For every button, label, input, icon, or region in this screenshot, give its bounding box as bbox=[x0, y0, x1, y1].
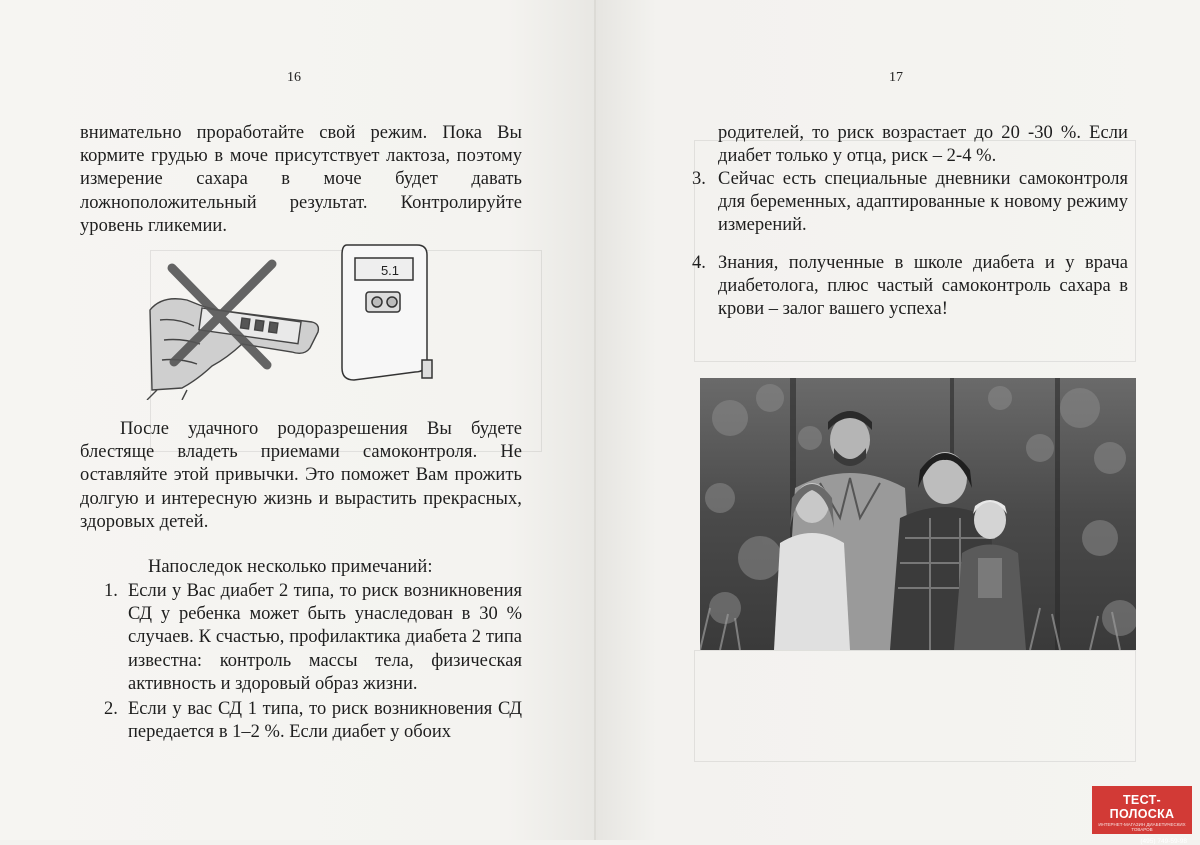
note-text: Если у вас СД 1 типа, то риск возникновения СД передается в 1–2 %. Если диабет у обоих bbox=[128, 699, 522, 743]
note-item bbox=[76, 698, 522, 744]
brand-tagline: ИНТЕРНЕТ-МАГАЗИН ДИАБЕТИЧЕСКИХ ТОВАРОВ bbox=[1098, 822, 1186, 832]
bleed-through-shadow bbox=[694, 650, 1136, 762]
brand-name: ТЕСТ-ПОЛОСКА bbox=[1109, 793, 1175, 821]
left-page bbox=[0, 0, 596, 840]
right-continuation: родителей, то риск возрастает до 20 -30 %. Если диабет только у отца, риск – 2-4 %. bbox=[718, 123, 1128, 167]
note-number: 1. bbox=[104, 581, 118, 601]
notes-list-left bbox=[76, 580, 522, 746]
note-text: Если у Вас диабет 2 типа, то риск возникновения СД у ребенка может быть унаследован в 30 % случаев. К счастью, профилактика диабета 2 типа известна: контроль массы тела, физическая активность и здоровый образ жизни. bbox=[128, 581, 522, 694]
family-photo bbox=[700, 378, 1136, 650]
note-item bbox=[76, 580, 522, 696]
note-item bbox=[692, 168, 1128, 238]
note-text: Сейчас есть специальные дневники самоконтроля для беременных, адаптированные к новому режиму измерений. bbox=[718, 169, 1128, 236]
brand-phone: (495) 749-59-98 bbox=[1140, 838, 1187, 845]
left-paragraph-2: После удачного родоразрешения Вы будете блестяще владеть приемами самоконтроля. Не оставляйте этой привычки. Это поможет Вам прожить долгую и интересную жизнь и вырастить прекрасных, здоровых детей. bbox=[80, 419, 522, 532]
notes-heading: Напоследок несколько примечаний: bbox=[148, 557, 433, 577]
note-text: Знания, полученные в школе диабета и у врача диабетолога, плюс частый самоконтроль сахара в крови – залог вашего успеха! bbox=[718, 252, 1128, 320]
shop-brand-badge bbox=[1092, 786, 1192, 845]
test-strip-and-meter-illustration bbox=[142, 240, 482, 400]
page-number-left: 16 bbox=[287, 70, 301, 85]
left-paragraph-1: внимательно проработайте свой режим. Пока Вы кормите грудью в моче присутствует лактоза, поэтому измерение сахара в моче будет давать ложноположительный результат. Контролируйте уровень гликемии. bbox=[80, 123, 522, 236]
note-number: 3. bbox=[692, 169, 706, 189]
page-number-right: 17 bbox=[889, 70, 903, 85]
note-number: 4. bbox=[692, 252, 706, 273]
note-number: 2. bbox=[104, 699, 118, 720]
meter-display-value: 5.1 bbox=[380, 263, 400, 278]
notes-list-right bbox=[692, 168, 1128, 323]
hand-with-strip-drawing bbox=[147, 299, 318, 400]
note-item bbox=[692, 252, 1128, 322]
